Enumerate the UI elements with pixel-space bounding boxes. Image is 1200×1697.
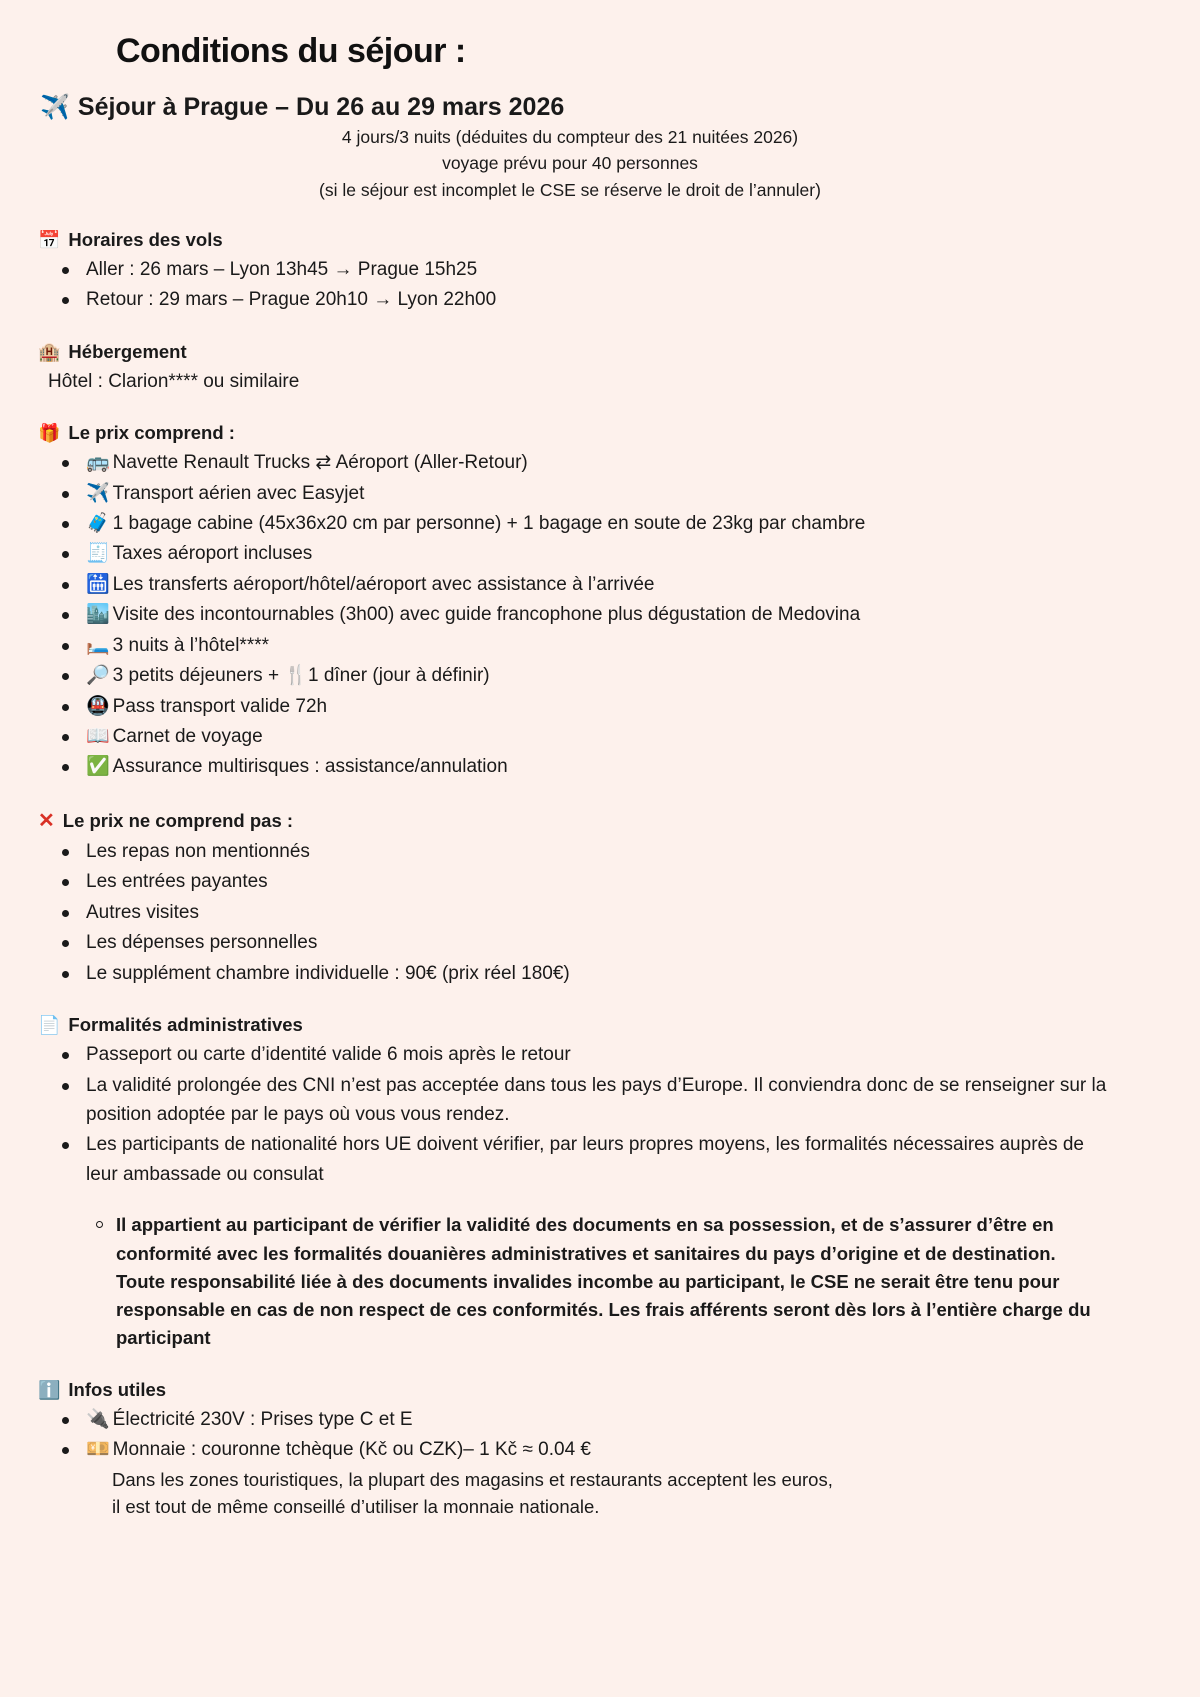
- formalities-heading: [38, 1014, 1120, 1036]
- info-section: [20, 1379, 1120, 1521]
- trip-heading-text: Séjour à Prague – Du 26 au 29 mars 2026: [77, 93, 565, 121]
- trip-subline-3: (si le séjour est incomplet le CSE se réserve le droit de l’annuler): [319, 179, 821, 200]
- flights-list: [20, 255, 1120, 315]
- list-item-text: Les transferts aéroport/hôtel/aéroport avec assistance à l’arrivée: [112, 573, 655, 595]
- info-heading-text: Infos utiles: [68, 1378, 167, 1400]
- luggage-icon: 🧳: [86, 512, 110, 534]
- list-item: [82, 600, 1120, 629]
- list-item-text: Assurance multirisques : assistance/annulation: [112, 756, 508, 778]
- flights-heading: [38, 229, 1120, 251]
- accommodation-heading-text: Hébergement: [68, 340, 187, 362]
- transfer-icon: 🛗: [86, 573, 110, 595]
- list-item: [82, 539, 1120, 568]
- formalities-heading-text: Formalités administratives: [68, 1014, 303, 1036]
- excluded-heading: [38, 808, 1120, 833]
- list-item-text: 3 nuits à l’hôtel****: [112, 634, 269, 656]
- list-item: Aller : 26 mars – Lyon 13h45 → Prague 15h25: [82, 255, 1120, 284]
- list-item: La validité prolongée des CNI n’est pas acceptée dans tous les pays d’Europe. Il conviendra donc de se renseigner sur la position adoptée par le pays où vous vous rendez.: [82, 1071, 1120, 1130]
- accommodation-section: [20, 341, 1120, 396]
- trip-subline-2: voyage prévu pour 40 personnes: [442, 153, 698, 174]
- list-item: Le supplément chambre individuelle : 90€ (prix réel 180€): [82, 959, 1120, 988]
- book-icon: 📖: [86, 726, 110, 747]
- list-item: [82, 1435, 1120, 1464]
- list-item: Les dépenses personnelles: [82, 928, 1120, 957]
- bed-icon: 🛏️: [86, 634, 110, 656]
- plug-icon: 🔌: [86, 1408, 110, 1430]
- list-item: Les repas non mentionnés: [82, 837, 1120, 866]
- list-item-text: Navette Renault Trucks ⇄ Aéroport (Aller-Retour): [112, 452, 528, 474]
- airplane-icon: ✈️: [86, 482, 110, 504]
- list-item-text: Électricité 230V : Prises type C et E: [112, 1408, 413, 1430]
- list-item-text: Pass transport valide 72h: [112, 695, 328, 717]
- included-heading-text: Le prix comprend :: [68, 422, 235, 444]
- cross-icon: ✕: [38, 809, 55, 832]
- excluded-heading-text: Le prix ne comprend pas :: [62, 809, 294, 831]
- airplane-icon: ✈️: [40, 93, 70, 121]
- info-list: [20, 1405, 1120, 1465]
- list-item: [82, 631, 1120, 660]
- list-item: [82, 1405, 1120, 1434]
- bus-icon: 🚌: [86, 452, 110, 474]
- list-item: [82, 752, 1120, 781]
- money-icon: 💴: [86, 1439, 110, 1461]
- list-item: [82, 570, 1120, 599]
- list-item-text: 3 petits déjeuners + 🍴1 dîner (jour à définir): [112, 665, 490, 687]
- trip-heading: [40, 93, 1120, 122]
- receipt-icon: 🧾: [86, 543, 110, 565]
- list-item-text: 1 bagage cabine (45x36x20 cm par personne) + 1 bagage en soute de 23kg par chambre: [112, 512, 866, 534]
- info-icon: ℹ️: [38, 1379, 61, 1400]
- calendar-icon: 📅: [38, 229, 61, 250]
- included-section: [20, 422, 1120, 782]
- magnifier-icon: 🔎: [86, 665, 110, 687]
- flights-section: [20, 229, 1120, 315]
- list-item-text: Carnet de voyage: [112, 726, 263, 747]
- formalities-warning-list: [20, 1211, 1120, 1352]
- list-item: [82, 692, 1120, 721]
- list-item: Il appartient au participant de vérifier la validité des documents en sa possession, et de s’assurer d’être en conformité avec les formalités douanières administratives et sanitaires du pays d’origine et de destination. Toute responsabilité liée à des documents invalides incombe au participant, le CSE ne serait être tenu pour responsable en cas de non respect de ces conformités. Les frais afférents seront dès lors à l’entière charge du participant: [116, 1211, 1120, 1352]
- trip-subline-1: 4 jours/3 nuits (déduites du compteur des 21 nuitées 2026): [341, 127, 799, 147]
- list-item: [82, 509, 1120, 538]
- formalities-list: [20, 1040, 1120, 1189]
- info-heading: [38, 1379, 1120, 1401]
- info-note-2: il est tout de même conseillé d’utiliser la monnaie nationale.: [112, 1496, 600, 1518]
- flights-heading-text: Horaires des vols: [68, 228, 223, 250]
- page-title: Conditions du séjour :: [116, 32, 466, 70]
- metro-icon: 🚇: [86, 695, 110, 717]
- list-item-text: Taxes aéroport incluses: [112, 543, 313, 565]
- list-item: [82, 661, 1120, 690]
- list-item: [82, 722, 1120, 751]
- accommodation-heading: [38, 341, 1120, 363]
- included-heading: [38, 422, 1120, 444]
- list-item: Passeport ou carte d’identité valide 6 mois après le retour: [82, 1040, 1120, 1069]
- list-item-text: Monnaie : couronne tchèque (Kč ou CZK)– 1 Kč ≈ 0.04 €: [112, 1439, 591, 1461]
- excluded-list: [20, 837, 1120, 988]
- list-item: Retour : 29 mars – Prague 20h10 → Lyon 22h00: [82, 285, 1120, 314]
- info-note-1: Dans les zones touristiques, la plupart des magasins et restaurants acceptent les euros,: [112, 1468, 833, 1490]
- list-item-text: Transport aérien avec Easyjet: [112, 482, 365, 504]
- included-list: [20, 448, 1120, 782]
- list-item: [82, 479, 1120, 508]
- list-item: Les entrées payantes: [82, 867, 1120, 896]
- formalities-section: [20, 1014, 1120, 1353]
- list-item: Autres visites: [82, 898, 1120, 927]
- excluded-section: [20, 808, 1120, 988]
- cityscape-icon: 🏙️: [86, 604, 110, 626]
- list-item-text: Visite des incontournables (3h00) avec guide francophone plus dégustation de Medovina: [112, 604, 861, 626]
- list-item: [82, 448, 1120, 477]
- accommodation-text: Hôtel : Clarion**** ou similaire: [48, 370, 300, 392]
- check-icon: ✅: [86, 756, 110, 778]
- gift-icon: 🎁: [38, 423, 61, 444]
- document-icon: 📄: [38, 1015, 61, 1036]
- hotel-icon: 🏨: [38, 341, 61, 362]
- list-item: Les participants de nationalité hors UE doivent vérifier, par leurs propres moyens, les formalités nécessaires auprès de leur ambassade ou consulat: [82, 1130, 1120, 1189]
